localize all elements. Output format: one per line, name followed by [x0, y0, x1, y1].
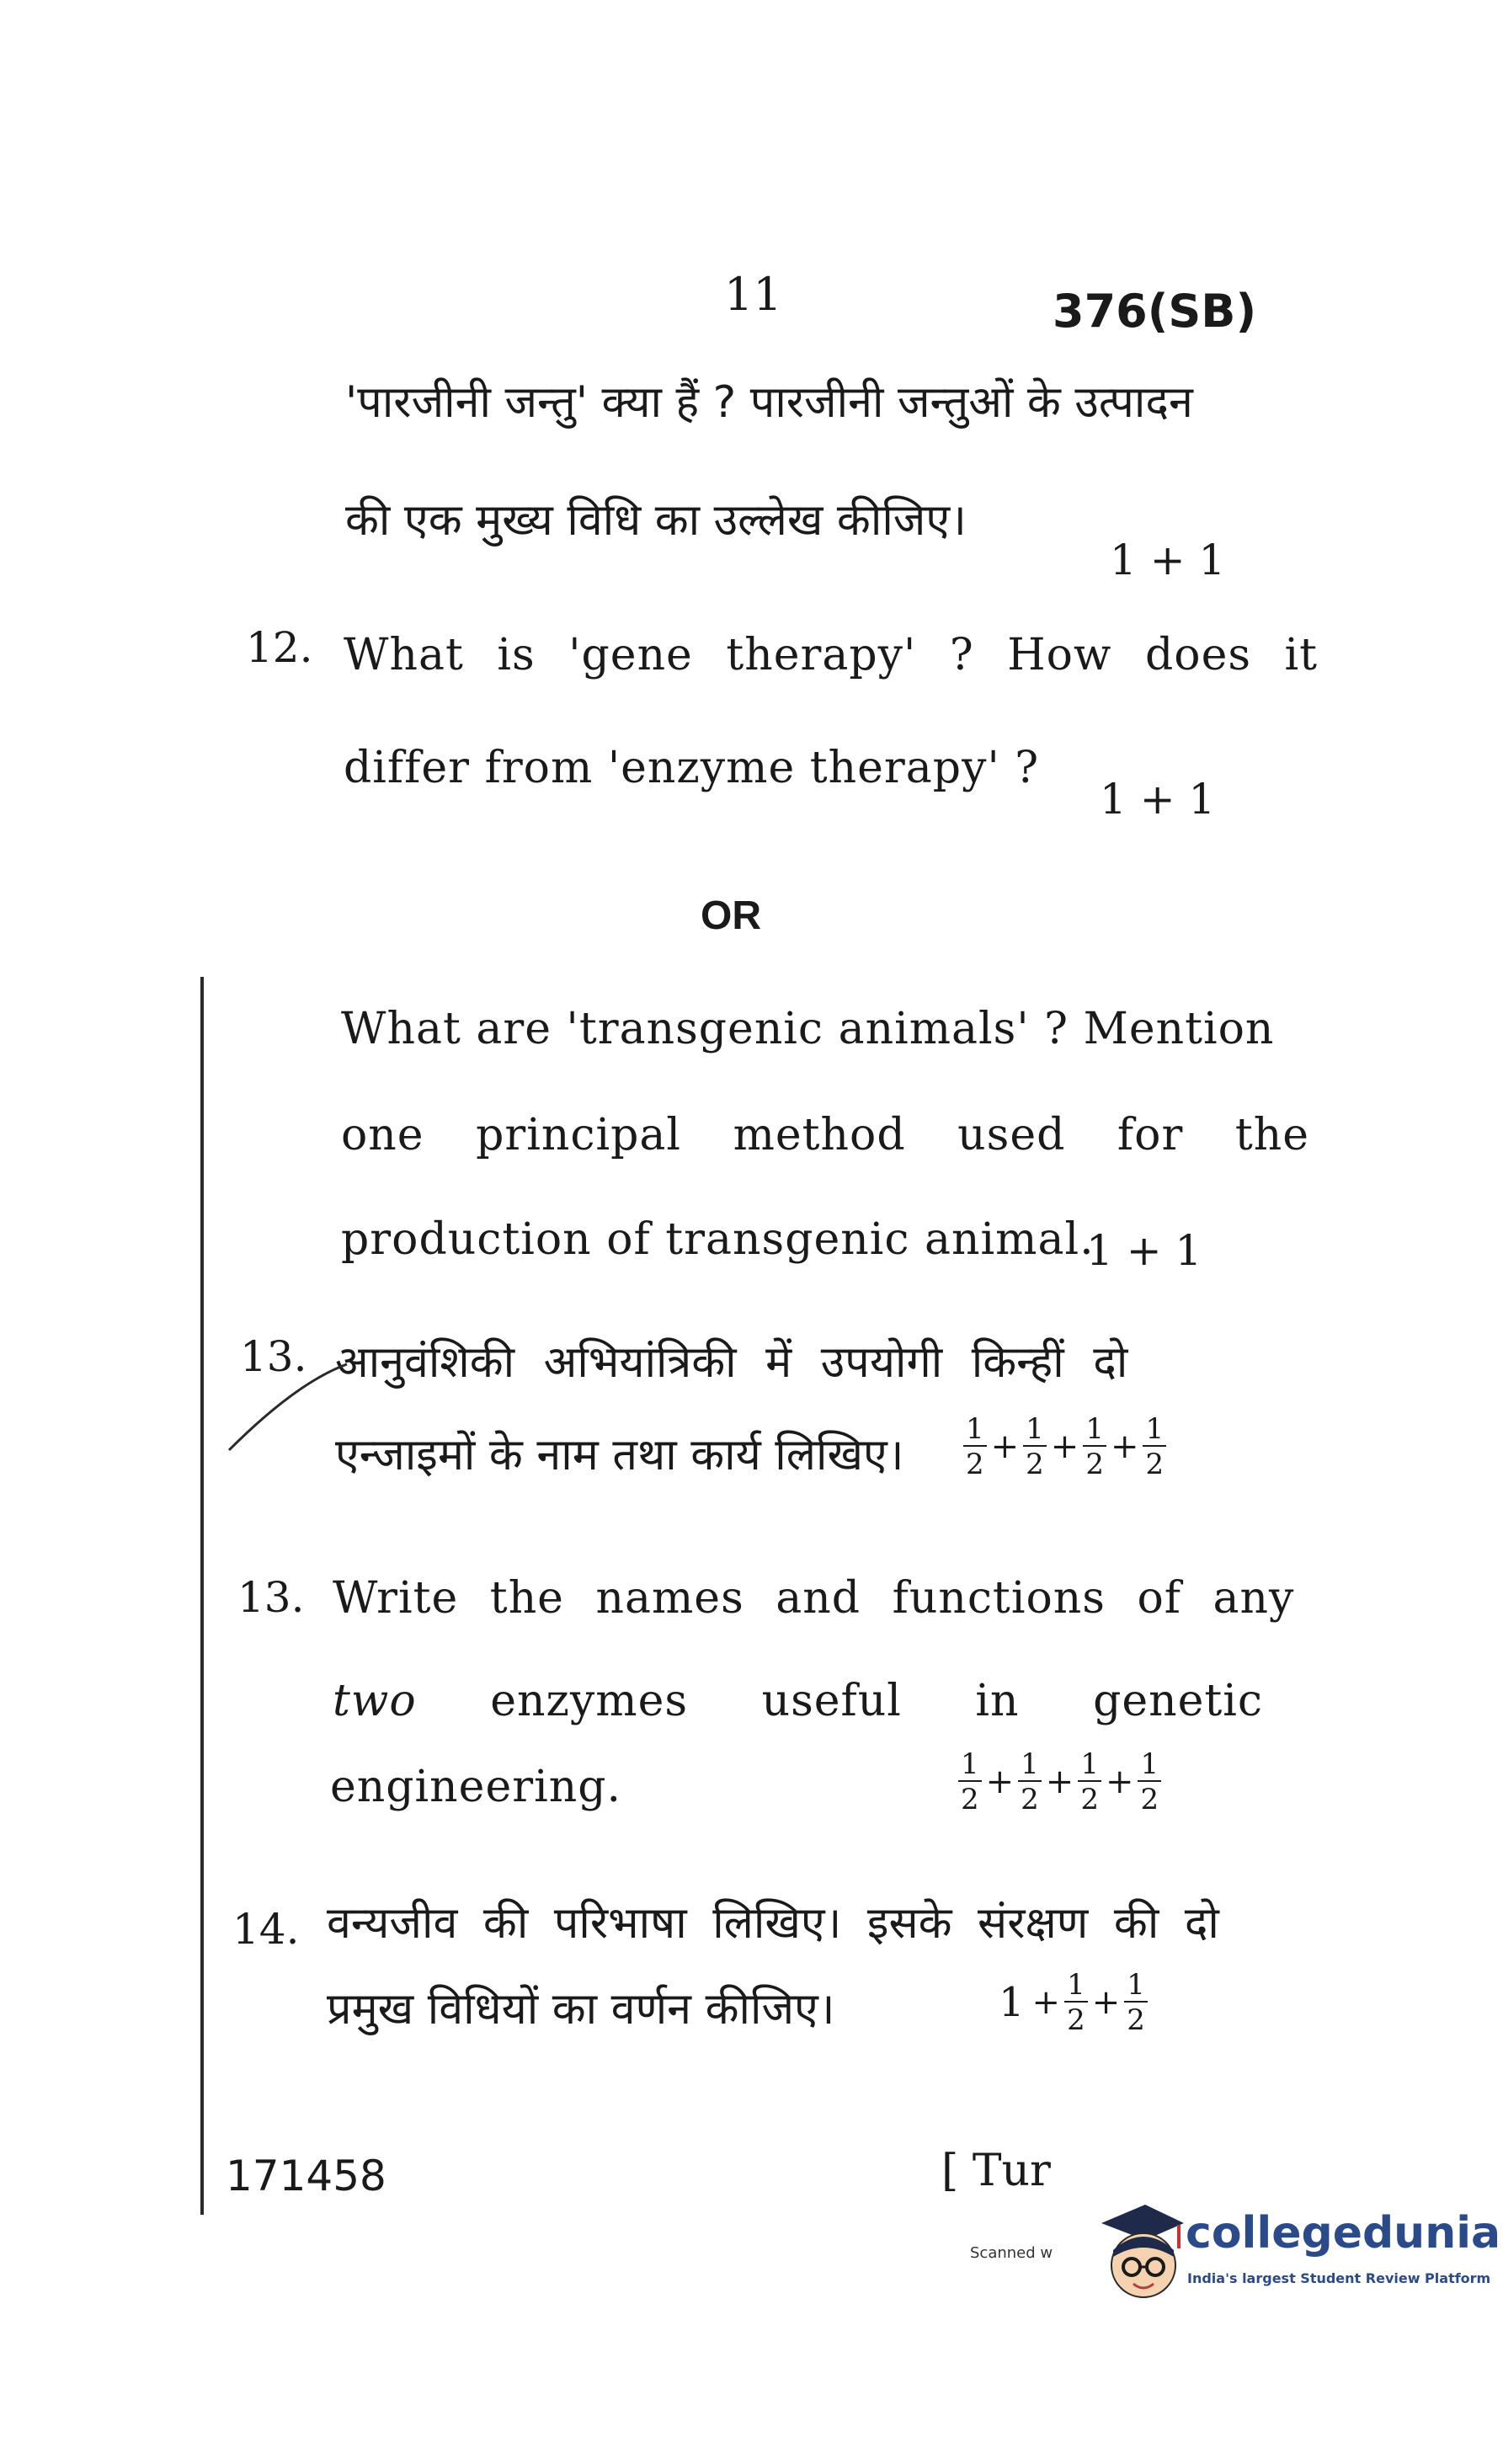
fraction-half: $\frac{1}{2}$ [1124, 1971, 1148, 2035]
q12-line2: differ from 'enzyme therapy' ? [344, 743, 1040, 793]
q14-hindi-number: 14. [232, 1905, 300, 1954]
q12-or-line3: production of transgenic animal. [341, 1214, 1095, 1265]
q12-or-line1: What are 'transgenic animals' ? Mention [341, 1004, 1275, 1054]
fraction-half: $\frac{1}{2}$ [1023, 1415, 1047, 1479]
left-margin-rule [200, 977, 204, 2215]
scanned-note: Scanned w [970, 2244, 1053, 2262]
paper-code: 376(SB) [1053, 285, 1257, 338]
q11-hindi-line1: 'पारजीनी जन्तु' क्या हैं ? पारजीनी जन्तुओं के उत्पादन [345, 377, 1193, 428]
brand-name: collegedunia [1186, 2208, 1501, 2259]
q13-hindi-line2: एन्जाइमों के नाम तथा कार्य लिखिए। [335, 1430, 904, 1480]
q13-line3: engineering. [330, 1762, 622, 1812]
fraction-half: $\frac{1}{2}$ [1078, 1750, 1101, 1814]
q13-number: 13. [237, 1573, 305, 1622]
pen-stroke-icon [221, 1357, 355, 1459]
fraction-half: $\frac{1}{2}$ [1064, 1971, 1088, 2035]
fraction-half: $\frac{1}{2}$ [1138, 1750, 1161, 1814]
q13-marks: $\frac{1}{2}$ + $\frac{1}{2}$ + $\frac{1}{2}$ + $\frac{1}{2}$ [957, 1750, 1163, 1814]
q14-hindi-line1: वन्यजीव की परिभाषा लिखिए। इसके संरक्षण की दो [327, 1898, 1219, 1949]
brand-tagline: India's largest Student Review Platform [1187, 2270, 1491, 2286]
q12-number: 12. [246, 623, 313, 672]
fraction-half: $\frac{1}{2}$ [1083, 1415, 1106, 1479]
fraction-half: $\frac{1}{2}$ [963, 1415, 987, 1479]
q13-line1: Write the names and functions of any [333, 1573, 1295, 1624]
q14-hindi-line2: प्रमुख विधियों का वर्णन कीजिए। [327, 1984, 835, 2035]
q12-or-line2: one principal method used for the [341, 1110, 1310, 1160]
q12-marks: 1 + 1 [1100, 775, 1216, 824]
fraction-half: $\frac{1}{2}$ [958, 1750, 982, 1814]
q12-line1: What is 'gene therapy' ? How does it [344, 630, 1319, 680]
fraction-half: $\frac{1}{2}$ [1143, 1415, 1166, 1479]
q14-hindi-marks: 1 + $\frac{1}{2}$ + $\frac{1}{2}$ [999, 1971, 1149, 2035]
fraction-half: $\frac{1}{2}$ [1018, 1750, 1042, 1814]
q11-hindi-marks: 1 + 1 [1110, 536, 1226, 584]
or-label: OR [701, 893, 761, 938]
q13-hindi-line1: आनुवंशिकी अभियांत्रिकी में उपयोगी किन्हीं दो [335, 1337, 1128, 1388]
page-number: 11 [724, 268, 782, 321]
q13-emphasis-two: two [333, 1676, 417, 1726]
collegedunia-watermark [1093, 2189, 1501, 2316]
q11-hindi-line2: की एक मुख्य विधि का उल्लेख कीजिए। [345, 495, 967, 546]
turn-over-note: [ Tur [941, 2146, 1051, 2196]
q12-or-marks: 1 + 1 [1086, 1226, 1202, 1275]
mascot-icon [1093, 2189, 1186, 2316]
footer-code: 171458 [226, 2152, 386, 2200]
q13-hindi-number: 13. [240, 1332, 307, 1381]
q13-line2: two enzymes useful in genetic [333, 1676, 1264, 1726]
q13-hindi-marks: $\frac{1}{2}$ + $\frac{1}{2}$ + $\frac{1}{2}$ + $\frac{1}{2}$ [962, 1415, 1168, 1479]
